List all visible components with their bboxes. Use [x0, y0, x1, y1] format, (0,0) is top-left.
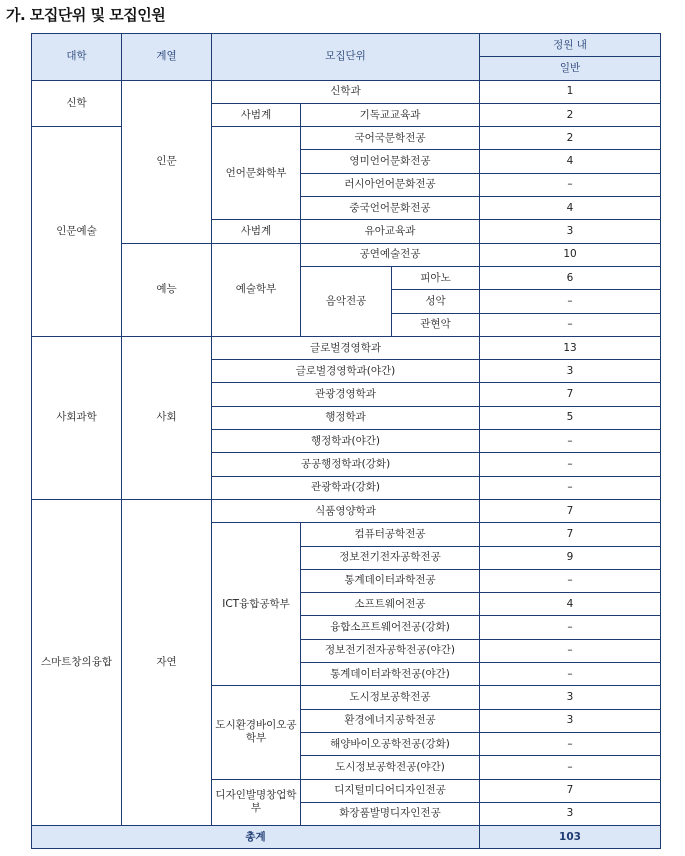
- field-cell: 예능: [122, 243, 212, 336]
- unit-cell: 화장품발명디자인전공: [301, 802, 480, 825]
- unit-cell: 공연예술전공: [301, 243, 480, 266]
- header-field: 계열: [122, 34, 212, 81]
- field-cell: 인문: [122, 80, 212, 243]
- unit-cell: 해양바이오공학전공(강화): [301, 732, 480, 755]
- unit-cell: 정보전기전자공학전공(야간): [301, 639, 480, 662]
- count-cell: –: [480, 616, 661, 639]
- count-cell: 3: [480, 709, 661, 732]
- unit-cell: 도시정보공학전공(야간): [301, 756, 480, 779]
- unit-cell: 피아노: [392, 266, 480, 289]
- count-cell: 1: [480, 80, 661, 103]
- group-cell: 도시환경바이오공학부: [212, 686, 301, 779]
- unit-cell: 관광학과(강화): [212, 476, 480, 499]
- unit-cell: 융합소프트웨어전공(강화): [301, 616, 480, 639]
- count-cell: 7: [480, 499, 661, 522]
- unit-cell: 컴퓨터공학전공: [301, 523, 480, 546]
- unit-cell: 영미언어문화전공: [301, 150, 480, 173]
- unit-cell: 국어국문학전공: [301, 127, 480, 150]
- section-title: 가. 모집단위 및 모집인원: [6, 6, 166, 24]
- unit-cell: 행정학과: [212, 406, 480, 429]
- count-cell: –: [480, 313, 661, 336]
- group-cell: 사범계: [212, 103, 301, 126]
- count-cell: 4: [480, 197, 661, 220]
- unit-cell: 러시아언어문화전공: [301, 173, 480, 196]
- count-cell: 7: [480, 779, 661, 802]
- count-cell: –: [480, 639, 661, 662]
- unit-cell: 기독교교육과: [301, 103, 480, 126]
- college-cell: 신학: [32, 80, 122, 127]
- unit-cell: 중국언어문화전공: [301, 197, 480, 220]
- count-cell: 5: [480, 406, 661, 429]
- count-cell: –: [480, 663, 661, 686]
- college-cell: 사회과학: [32, 336, 122, 499]
- count-cell: 2: [480, 103, 661, 126]
- count-cell: –: [480, 430, 661, 453]
- count-cell: 7: [480, 523, 661, 546]
- unit-cell: 글로벌경영학과: [212, 336, 480, 359]
- count-cell: 2: [480, 127, 661, 150]
- header-unit: 모집단위: [212, 34, 480, 81]
- subgroup-cell: 음악전공: [301, 266, 392, 336]
- unit-cell: 도시정보공학전공: [301, 686, 480, 709]
- unit-cell: 유아교육과: [301, 220, 480, 243]
- unit-cell: 정보전기전자공학전공: [301, 546, 480, 569]
- unit-cell: 신학과: [212, 80, 480, 103]
- header-quota: 정원 내: [480, 34, 661, 57]
- unit-cell: 환경에너지공학전공: [301, 709, 480, 732]
- unit-cell: 식품영양학과: [212, 499, 480, 522]
- unit-cell: 글로벌경영학과(야간): [212, 360, 480, 383]
- admission-table: [31, 33, 661, 849]
- group-cell: ICT융합공학부: [212, 523, 301, 686]
- total-count: 103: [480, 826, 661, 849]
- field-cell: 사회: [122, 336, 212, 499]
- count-cell: –: [480, 453, 661, 476]
- unit-cell: 관광경영학과: [212, 383, 480, 406]
- group-cell: 예술학부: [212, 243, 301, 336]
- college-cell: 스마트창의융합: [32, 499, 122, 825]
- count-cell: 10: [480, 243, 661, 266]
- count-cell: –: [480, 732, 661, 755]
- group-cell: 사범계: [212, 220, 301, 243]
- count-cell: –: [480, 756, 661, 779]
- field-cell: 자연: [122, 499, 212, 825]
- total-label: 총계: [32, 826, 480, 849]
- unit-cell: 소프트웨어전공: [301, 593, 480, 616]
- count-cell: –: [480, 290, 661, 313]
- header-college: 대학: [32, 34, 122, 81]
- unit-cell: 행정학과(야간): [212, 430, 480, 453]
- count-cell: 3: [480, 686, 661, 709]
- count-cell: 4: [480, 593, 661, 616]
- count-cell: 13: [480, 336, 661, 359]
- group-cell: 언어문화학부: [212, 127, 301, 220]
- count-cell: 7: [480, 383, 661, 406]
- unit-cell: 공공행정학과(강화): [212, 453, 480, 476]
- unit-cell: 관현악: [392, 313, 480, 336]
- count-cell: 3: [480, 360, 661, 383]
- count-cell: 9: [480, 546, 661, 569]
- count-cell: 3: [480, 802, 661, 825]
- count-cell: –: [480, 476, 661, 499]
- group-cell: 디자인발명창업학부: [212, 779, 301, 826]
- unit-cell: 성악: [392, 290, 480, 313]
- count-cell: –: [480, 173, 661, 196]
- unit-cell: 디지털미디어디자인전공: [301, 779, 480, 802]
- college-cell: 인문예술: [32, 127, 122, 337]
- count-cell: 6: [480, 266, 661, 289]
- count-cell: 4: [480, 150, 661, 173]
- unit-cell: 통계데이터과학전공(야간): [301, 663, 480, 686]
- header-general: 일반: [480, 57, 661, 80]
- count-cell: 3: [480, 220, 661, 243]
- count-cell: –: [480, 569, 661, 592]
- unit-cell: 통계데이터과학전공: [301, 569, 480, 592]
